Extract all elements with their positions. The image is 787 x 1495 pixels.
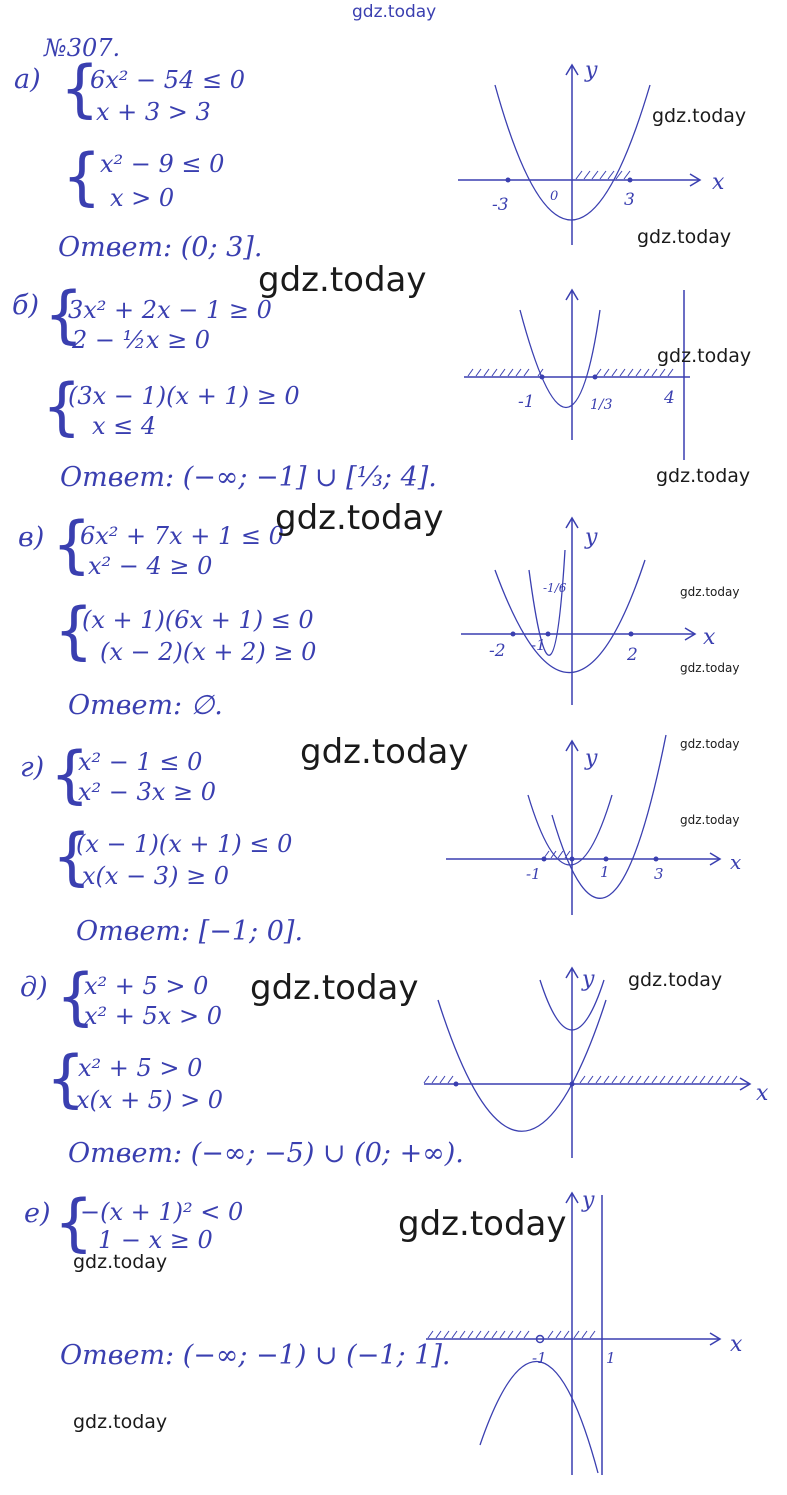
answer-value: (−∞; −1] ∪ [⅓; 4]. bbox=[182, 462, 437, 493]
part-label: г) bbox=[20, 752, 45, 783]
axis-label-y: y bbox=[585, 525, 598, 550]
axis-label-x: x bbox=[756, 1081, 769, 1106]
system-brace: { bbox=[50, 738, 90, 811]
axis-label-y: y bbox=[585, 746, 598, 771]
watermark: gdz.today bbox=[656, 465, 751, 487]
watermark: gdz.today bbox=[652, 105, 747, 127]
axis-label-y: y bbox=[585, 58, 598, 83]
tick-label: -1 bbox=[532, 1349, 547, 1367]
answer-value: [−1; 0]. bbox=[198, 916, 304, 947]
answer-word: Ответ: bbox=[58, 232, 173, 263]
answer-line bbox=[76, 916, 303, 947]
graph-d bbox=[420, 960, 780, 1160]
watermark: gdz.today bbox=[73, 1411, 168, 1433]
tick-label: 1 bbox=[606, 1349, 616, 1367]
watermark: gdz.today bbox=[680, 585, 740, 599]
tick-label: 4 bbox=[664, 388, 675, 408]
axis-label-x: x bbox=[712, 170, 725, 195]
watermark: gdz.today bbox=[300, 732, 469, 772]
answer-word: Ответ: bbox=[76, 916, 191, 947]
inequality: (3x − 1)(x + 1) ≥ 0 bbox=[68, 382, 300, 410]
system-brace: { bbox=[60, 52, 100, 125]
inequality: 2 − ½x ≥ 0 bbox=[72, 326, 211, 354]
system-brace: { bbox=[42, 370, 82, 443]
watermark: gdz.today bbox=[73, 1251, 168, 1273]
part-label: а) bbox=[14, 64, 41, 95]
inequality: −(x + 1)² < 0 bbox=[80, 1198, 244, 1226]
graph-e bbox=[420, 1185, 760, 1485]
tick-label: 1/3 bbox=[590, 397, 613, 413]
tick-label: -1/6 bbox=[543, 581, 567, 595]
tick-label: 1 bbox=[600, 863, 610, 881]
part-label: е) bbox=[24, 1198, 51, 1229]
answer-line bbox=[68, 1138, 464, 1169]
part-label: в) bbox=[18, 522, 45, 553]
graph-a bbox=[450, 55, 750, 255]
tick-label: 3 bbox=[624, 190, 635, 210]
watermark: gdz.today bbox=[657, 345, 752, 367]
answer-line bbox=[60, 462, 437, 493]
answer-line bbox=[58, 232, 262, 263]
axis-label-y: y bbox=[582, 1188, 595, 1213]
axis-label-x: x bbox=[730, 850, 742, 874]
system-brace: { bbox=[62, 140, 102, 213]
inequality: 6x² + 7x + 1 ≤ 0 bbox=[80, 522, 284, 550]
tick-label: -1 bbox=[531, 636, 546, 654]
system-brace: { bbox=[56, 960, 96, 1033]
axis-label-x: x bbox=[730, 1332, 743, 1357]
answer-word: Ответ: bbox=[68, 1138, 183, 1169]
watermark-top: gdz.today bbox=[352, 2, 437, 22]
answer-word: Ответ: bbox=[60, 1340, 175, 1371]
inequality: (x − 1)(x + 1) ≤ 0 bbox=[76, 830, 293, 858]
axis-label-x: x bbox=[703, 625, 716, 650]
answer-value: (−∞; −5) ∪ (0; +∞). bbox=[190, 1138, 464, 1169]
inequality: x² + 5 > 0 bbox=[84, 972, 209, 1000]
inequality: 6x² − 54 ≤ 0 bbox=[90, 66, 245, 94]
inequality: x² − 9 ≤ 0 bbox=[100, 150, 225, 178]
graph-v bbox=[455, 510, 735, 710]
watermark: gdz.today bbox=[680, 737, 740, 751]
watermark: gdz.today bbox=[398, 1204, 567, 1244]
answer-line bbox=[68, 690, 223, 721]
inequality: x + 3 > 3 bbox=[96, 98, 211, 126]
tick-label: -3 bbox=[492, 195, 509, 215]
inequality: x² − 1 ≤ 0 bbox=[78, 748, 203, 776]
tick-label: -1 bbox=[518, 392, 535, 412]
inequality: x² + 5 > 0 bbox=[78, 1054, 203, 1082]
inequality: x ≤ 4 bbox=[92, 412, 157, 440]
system-brace: { bbox=[44, 278, 84, 351]
axis-label-y: y bbox=[582, 967, 595, 992]
system-brace: { bbox=[54, 594, 94, 667]
tick-label: 2 bbox=[627, 645, 638, 665]
watermark: gdz.today bbox=[680, 661, 740, 675]
tick-label: 0 bbox=[550, 189, 559, 204]
tick-label: 3 bbox=[654, 865, 664, 883]
watermark: gdz.today bbox=[275, 498, 444, 538]
watermark: gdz.today bbox=[637, 226, 732, 248]
tick-label: -1 bbox=[526, 865, 541, 883]
graph-b bbox=[460, 285, 720, 465]
answer-line bbox=[60, 1340, 451, 1371]
inequality: x² − 4 ≥ 0 bbox=[88, 552, 213, 580]
watermark: gdz.today bbox=[258, 260, 427, 300]
answer-value: (0; 3]. bbox=[180, 232, 263, 263]
answer-word: Ответ: bbox=[68, 690, 183, 721]
inequality: x(x + 5) > 0 bbox=[76, 1086, 224, 1114]
inequality: 3x² + 2x − 1 ≥ 0 bbox=[68, 296, 272, 324]
system-brace: { bbox=[52, 820, 92, 893]
answer-value: ∅. bbox=[190, 690, 223, 721]
system-brace: { bbox=[46, 1042, 86, 1115]
inequality: x(x − 3) ≥ 0 bbox=[82, 862, 230, 890]
part-label: б) bbox=[12, 290, 40, 321]
inequality: (x − 2)(x + 2) ≥ 0 bbox=[100, 638, 317, 666]
inequality: x² + 5x > 0 bbox=[84, 1002, 222, 1030]
tick-label: -2 bbox=[489, 641, 506, 661]
system-brace: { bbox=[54, 1186, 94, 1259]
answer-value: (−∞; −1) ∪ (−1; 1]. bbox=[182, 1340, 451, 1371]
answer-word: Ответ: bbox=[60, 462, 175, 493]
part-label: д) bbox=[20, 972, 48, 1003]
watermark: gdz.today bbox=[680, 813, 740, 827]
watermark: gdz.today bbox=[250, 968, 419, 1008]
graph-g bbox=[440, 735, 750, 925]
inequality: 1 − x ≥ 0 bbox=[98, 1226, 213, 1254]
inequality: (x + 1)(6x + 1) ≤ 0 bbox=[82, 606, 314, 634]
watermark: gdz.today bbox=[628, 969, 723, 991]
problem-number: №307. bbox=[44, 34, 121, 62]
inequality: x > 0 bbox=[110, 184, 175, 212]
inequality: x² − 3x ≥ 0 bbox=[78, 778, 216, 806]
system-brace: { bbox=[52, 508, 92, 581]
